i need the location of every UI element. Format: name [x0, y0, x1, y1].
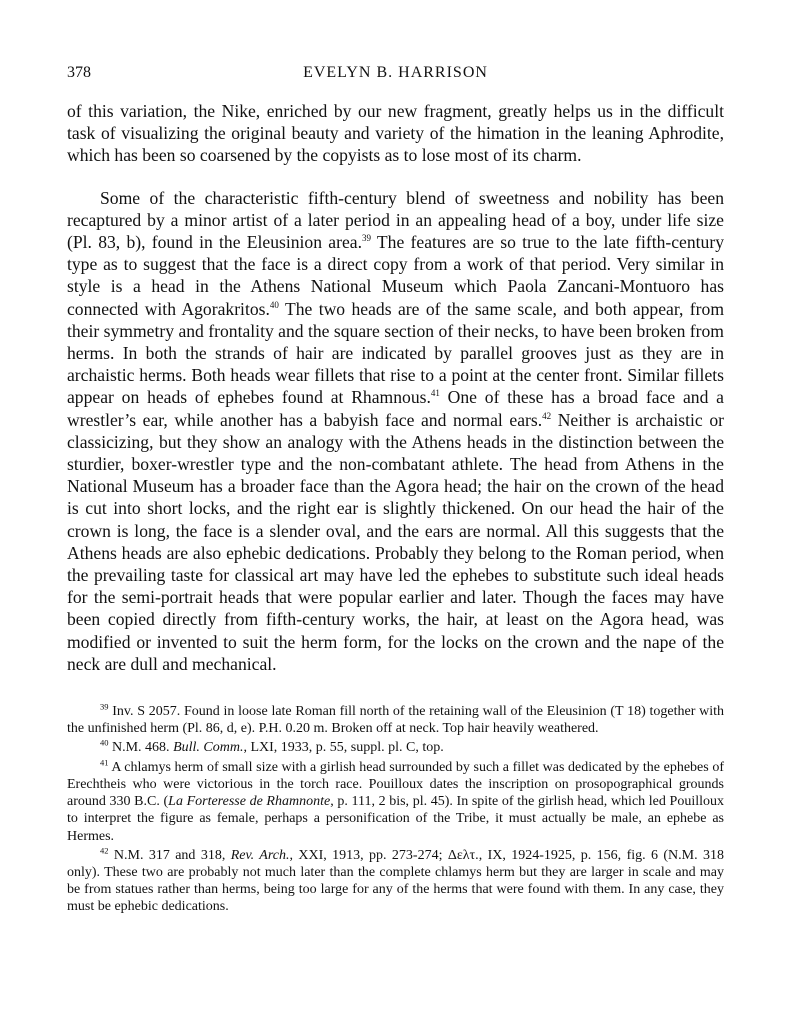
footnote-41 [67, 759, 724, 845]
body-text [67, 100, 724, 675]
paragraph-2-text: Neither is archaistic or classicizing, but they show an analogy with the Athens heads in the distinction between the sturdier, boxer-wrestler type and the non-combatant athlete. The head from Athens in the National Museum has a broader face than the Agora head; the hair on the crown of the head is cut into short locks, and the right ear is slightly thickened. On our head the hair of the crown is long, the face is a slender oval, and the ears are normal. All this suggests that the Athens heads are also ephebic dedications. Probably they belong to the Roman period, when the prevailing taste for classical art may have led the ephebes to substitute such ideal heads for the semi-portrait heads that were popular earlier and later. Though the faces may have been copied directly from fifth-century works, the hair, at least on the Agora head, was modified or invented to suit the herm form, for the locks on the crown and the nape of the neck are dull and mechanical. [67, 409, 724, 674]
footnote-42 [67, 847, 724, 916]
footnote-text: N.M. 468. [108, 740, 174, 756]
footnote-text: , p. 111, 2 bis, pl. 45). In spite of the girlish head, which led Pouilloux to interpret the figure as female, perhaps a personification of the Tribe, it must actually be male, an ephebe as Hermes. [67, 794, 724, 844]
page-number: 378 [67, 64, 91, 81]
footnote-number: 40 [100, 737, 109, 748]
footnote-text: A chlamys herm of small size with a girlish head surrounded by such a fillet was dedicated by the ephebes of Erechtheis who were victorious in the torch race. Pouilloux dates the inscription on prosopographical grounds around 330 [67, 759, 724, 810]
paragraph-2-text: The two heads are of the same scale, and both appear, from their symmetry and frontality and the square section of their necks, to have been broken from herms. In both the strands of hair are indicated by parallel grooves just as they are in archaistic herms. Both heads wear fillets that rise to a point at the center front. Similar fillets appear on heads of ephebes found at Rhamnous. [67, 298, 724, 408]
journal-title: Bull. Comm. [173, 740, 244, 756]
footnote-text: , XXI, 1913, pp. 273-274; [289, 847, 448, 863]
footnote-ref-40[interactable]: 40 [269, 299, 279, 310]
footnote-text: , IX, 1924-1925, p. 156, fig. 6 (N.M. 318 only). These two are probably not much later than the complete chlamys herm but they are larger in scale and may be from statues rather than herms, being too large for any of the herms that were found with them. In any case, they must be ephebic dedications. [67, 847, 724, 915]
page [67, 60, 724, 916]
footnote-number: 41 [100, 757, 109, 768]
greek-abbreviation: Δελτ. [447, 847, 479, 863]
book-title: La Forteresse de Rhamnonte [168, 794, 331, 810]
footnote-ref-39[interactable]: 39 [361, 233, 371, 244]
page-header [67, 60, 724, 88]
footnote-text: ( [159, 794, 169, 810]
paragraph-2-text: Some of the characteristic fifth-century blend of sweetness and nobility has been recaptured by a minor artist of a later period in an appealing head of a boy, under life size (Pl. 83, b), found in the Eleusinion area. [67, 187, 724, 253]
footnote-number: 42 [100, 845, 109, 856]
footnote-39 [67, 703, 724, 737]
running-head: EVELYN B. HARRISON [303, 64, 488, 81]
paragraph-1: of this variation, the Nike, enriched by our new fragment, greatly helps us in the difficult task of visualizing the original beauty and variety of the himation in the leaning Aphrodite, which has been so coarsened by the copyists as to lose most of its charm. [67, 101, 724, 166]
footnotes [67, 703, 724, 915]
footnote-40 [67, 739, 724, 756]
paragraph-2-text: One of these has a broad face and a wrestler’s ear, while another has a babyish face and normal ears. [67, 387, 724, 430]
footnote-text: , LXI, 1933, p. 55, suppl. pl. C, top. [243, 740, 444, 756]
footnote-text: N.M. 317 and 318, [108, 847, 231, 863]
paragraph-2-text: The features are so true to the late fifth-century type as to suggest that the face is a direct copy from a work of that period. Very similar in style is a head in the Athens National Museum which Paola Zancani-Montuoro has connected with Agorakritos. [67, 232, 725, 319]
footnote-ref-42[interactable]: 42 [542, 410, 552, 421]
footnote-text: Inv. S 2057. Found in loose late Roman fill north of the retaining wall of the Eleusinion (T 18) together with the unfinished herm (Pl. 86, d, e). P.H. 0.20 m. Broken off at neck. Top hair heavily weathered. [67, 704, 724, 737]
era-abbreviation: B.C. [134, 794, 160, 810]
paragraph-2 [67, 187, 724, 675]
journal-title: Rev. Arch. [230, 847, 290, 863]
footnote-ref-41[interactable]: 41 [430, 388, 440, 399]
footnote-number: 39 [100, 701, 109, 712]
